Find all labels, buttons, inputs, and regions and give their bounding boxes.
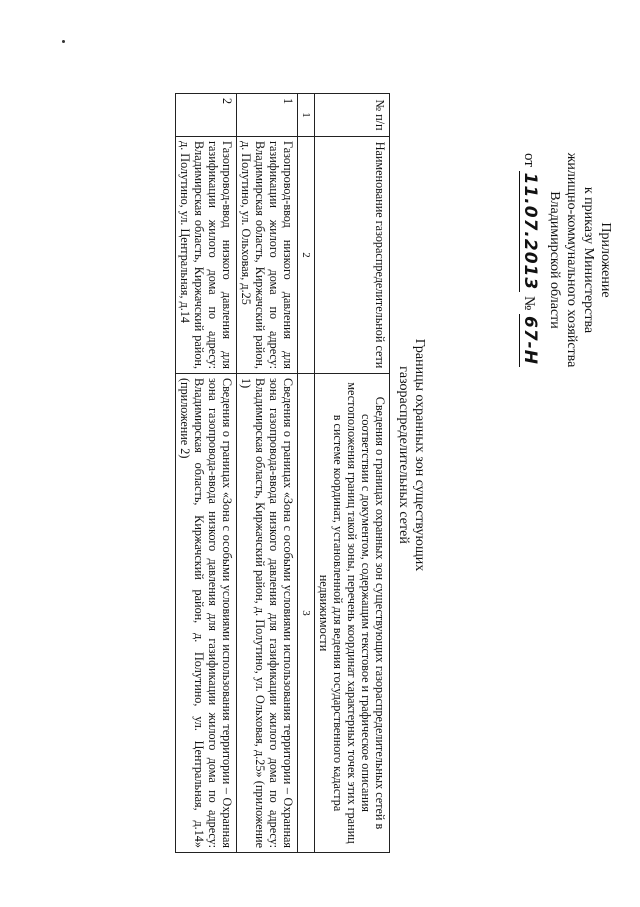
header-number: № п/п	[315, 94, 390, 137]
header-zone-info: Сведения о границах охранных зон существующих газораспределительных сетей в соответствии с документом, содержащим текстовое и графическое описания местоположения границ такой зоны, перечень координат характерных точек этих границ в системе координат, установленной для ведения государственного кадастра недвижимости	[315, 374, 390, 853]
network-name-cell: Газопровод-ввод низкого давления для газификации жилого дома по адресу: Владимирская область, Киржачский район, д. Полутино, ул. Центральная, д.14	[176, 137, 237, 374]
date-prefix: от	[521, 153, 537, 167]
row-number: 2	[176, 94, 237, 137]
table-row	[237, 94, 298, 853]
handwritten-date: 11.07.2013	[520, 172, 540, 291]
row-number: 1	[237, 94, 298, 137]
appendix-title: Приложение	[598, 222, 613, 298]
gas-network-table	[175, 93, 390, 853]
header-network-name: Наименование газораспределительной сети	[315, 137, 390, 374]
table-row	[176, 94, 237, 853]
zone-info-cell: Сведения о границах «Зона с особыми условиями использования территории – Охранная зона газопровода-ввода низкого давления для газификации жилого дома по адресу: Владимирская область, Киржачский район, д. Полутино, ул. Ольховая, д.25» (приложение 1)	[237, 374, 298, 853]
title-line-2: газораспределительных сетей	[396, 366, 411, 544]
zone-info-cell: Сведения о границах «Зона с особыми условиями использования территории – Охранная зона газопровода-ввода низкого давления для газификации жилого дома по адресу: Владимирская область, Киржачский район, д. Полутино, ул. Центральная, д.14» (приложение 2)	[176, 374, 237, 853]
table-header-row	[315, 94, 390, 853]
column-number-row	[298, 94, 315, 853]
document-title	[395, 290, 427, 620]
appendix-ministry: жилищно-коммунального хозяйства	[564, 152, 579, 368]
handwritten-number: 67-Н	[520, 316, 540, 365]
number-sign: №	[521, 295, 537, 311]
column-number: 2	[298, 137, 315, 374]
network-name-cell: Газопровод-ввод низкого давления для газификации жилого дома по адресу: Владимирская область, Киржачский район, д. Полутино, ул. Ольховая, д.25	[237, 137, 298, 374]
column-number: 3	[298, 374, 315, 853]
appendix-date-line	[520, 110, 538, 410]
column-number: 1	[298, 94, 315, 137]
appendix-block	[520, 110, 614, 410]
appendix-order-ref: к приказу Министерства	[581, 186, 596, 334]
appendix-region: Владимирской области	[547, 191, 562, 329]
title-line-1: Границы охранных зон существующих	[412, 338, 427, 572]
